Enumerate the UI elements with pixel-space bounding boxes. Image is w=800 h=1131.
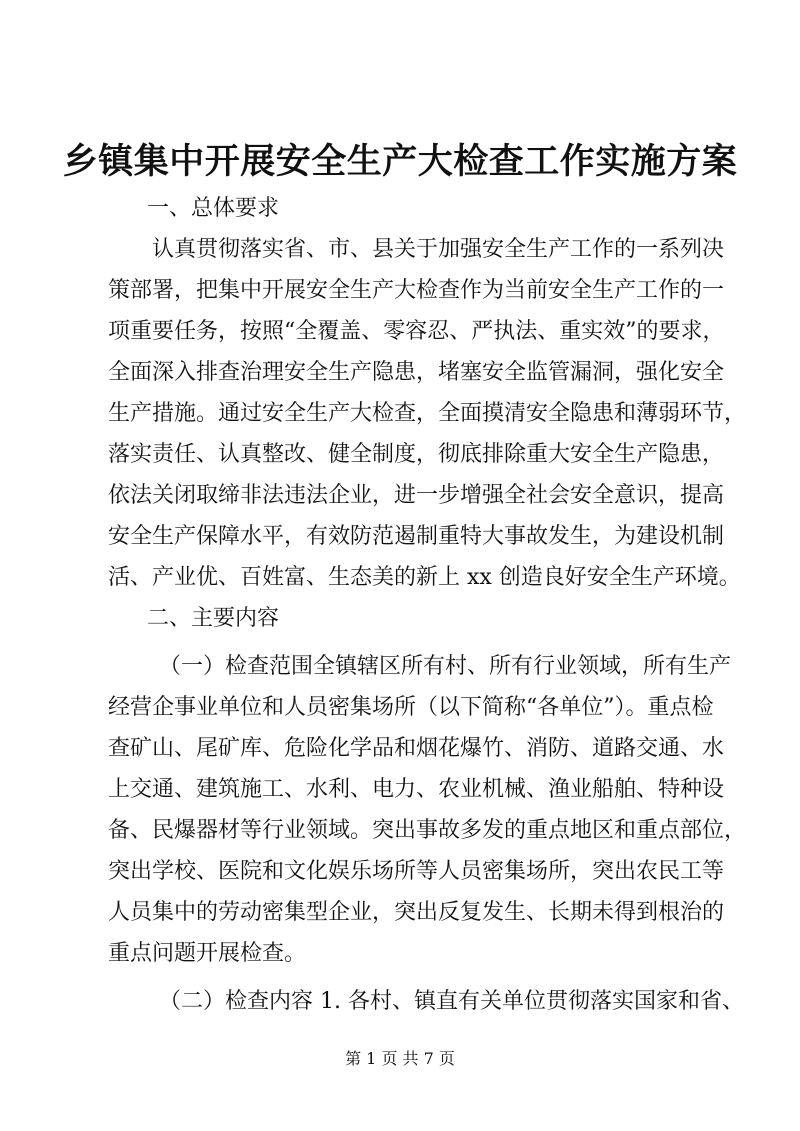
- text-line: 活、产业优、百姓富、生态美的新上 xx 创造良好安全生产环境。: [108, 565, 741, 590]
- text-line: 生产措施。通过安全生产大检查，全面摸清安全隐患和薄弱环节，: [108, 401, 747, 426]
- paragraph-inspection-scope: [108, 646, 747, 974]
- section-heading-main-content: 二、主要内容: [147, 606, 280, 631]
- text-line: 认真贯彻落实省、市、县关于加强安全生产工作的一系列决: [152, 237, 725, 262]
- page-number-footer: 第 1 页 共 7 页: [345, 1049, 455, 1068]
- text-line: 突出学校、医院和文化娱乐场所等人员密集场所，突出农民工等: [108, 859, 725, 884]
- text-line: 查矿山、尾矿库、危险化学品和烟花爆竹、消防、道路交通、水: [108, 736, 725, 761]
- text-line: （二）检查内容 1. 各村、镇直有关单位贯彻落实国家和省、: [159, 989, 744, 1014]
- text-line: 安全生产保障水平，有效防范遏制重特大事故发生，为建设机制: [108, 524, 725, 549]
- text-line: 上交通、建筑施工、水利、电力、农业机械、渔业船舶、特种设: [108, 777, 725, 802]
- text-line: 落实责任、认真整改、健全制度，彻底排除重大安全生产隐患，: [108, 442, 725, 467]
- text-line: 经营企事业单位和人员密集场所（以下简称“各单位”）。重点检: [108, 695, 714, 720]
- text-line: （一）检查范围全镇辖区所有村、所有行业领域，所有生产: [159, 654, 732, 679]
- text-line: 重点问题开展检查。: [108, 941, 307, 966]
- section-heading-general-requirements: 一、总体要求: [147, 196, 280, 221]
- text-line: 全面深入排查治理安全生产隐患，堵塞安全监管漏洞，强化安全: [108, 360, 725, 385]
- document-title: 乡镇集中开展安全生产大检查工作实施方案: [62, 141, 738, 182]
- text-line: 备、民爆器材等行业领域。突出事故多发的重点地区和重点部位，: [108, 818, 747, 843]
- text-line: 策部署，把集中开展安全生产大检查作为当前安全生产工作的一: [108, 278, 725, 303]
- text-line: 人员集中的劳动密集型企业，突出反复发生、长期未得到根治的: [108, 900, 725, 925]
- text-line: 依法关闭取缔非法违法企业，进一步增强全社会安全意识，提高: [108, 483, 725, 508]
- paragraph-inspection-content: [108, 981, 744, 1022]
- paragraph-general-requirements: [108, 229, 747, 598]
- text-line: 项重要任务，按照“全覆盖、零容忍、严执法、重实效”的要求，: [108, 319, 725, 344]
- document-body: [108, 188, 747, 1022]
